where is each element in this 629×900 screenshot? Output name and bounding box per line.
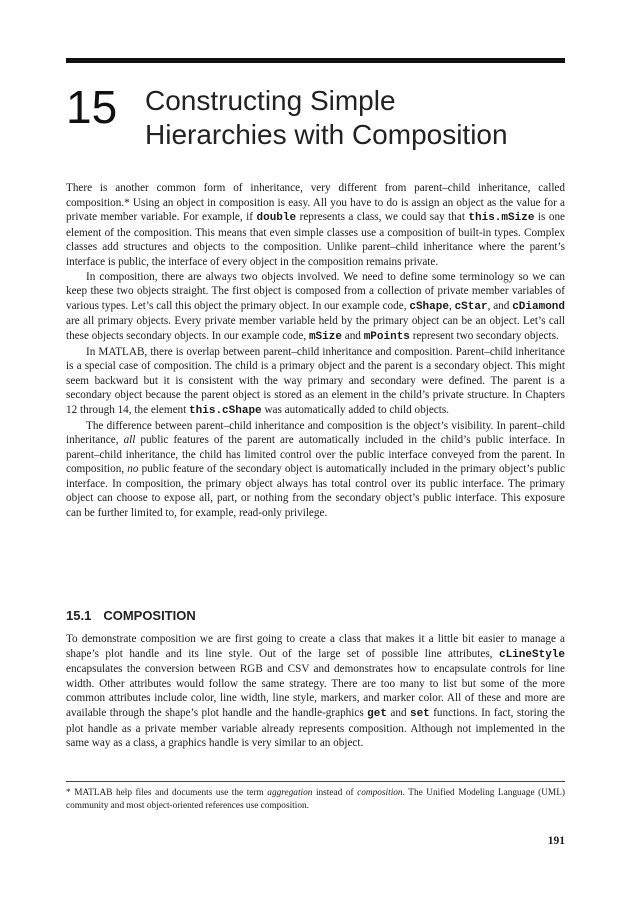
text-run: and [386,706,410,719]
text-run: functions. In fact, storing the plot handle as a private member variable already represents composition. Although not implemented in the same way as a class, a graphics handle is very similar to an object. [66,706,565,750]
intro-paragraph-4 [66,419,565,521]
chapter-number: 15 [66,81,118,133]
code-this-cshape: this.cShape [189,404,262,417]
code-this-msize: this.mSize [468,212,535,225]
code-double: double [256,212,297,225]
text-run: To demonstrate composition we are first going to create a class that makes it a little bit easier to manage a shape’s plot handle and its line style. Out of the large set of possible line attributes, [66,633,565,660]
text-run: was automatically added to child objects. [261,403,450,416]
section-number: 15.1 [66,608,92,623]
text-run: , [448,299,455,312]
code-cstar: cStar [454,300,488,313]
page-number: 191 [547,835,565,847]
text-run: instead of [312,788,358,798]
text-run: , and [487,299,513,312]
text-run: is one element of the composition. This means that even simple classes use a composition of built-in types. Complex classes add structures and objects to the composition. Unlike parent–child inheritance where the parent’s interface is public, the interface of every object in the composition remains private. [66,211,565,268]
chapter-title [145,84,565,152]
text-run: . The Unified Modeling Language (UML) community and most object-oriented references use composition. [66,788,565,811]
emphasis-no: no [127,463,139,476]
text-run: represents a class, we could say that [296,211,469,224]
footnote [66,787,565,813]
chapter-title-line-1: Constructing Simple [145,85,396,116]
code-cshape: cShape [409,300,449,313]
code-clinestyle: cLineStyle [498,648,565,661]
text-run: and [341,329,364,342]
text-run: are all primary objects. Every private member variable held by the primary object can be an object. Let’s call these objects secondary objects. In our example code, [66,315,565,342]
text-run: In composition, there are always two objects involved. We need to define some terminology so we can keep these two objects straight. The first object is composed from a collection of private member variables of various types. Let’s call this object the primary object. In our example code, [66,270,565,312]
footnote-rule [66,781,565,782]
intro-paragraph-1 [66,181,565,270]
text-run: encapsulates the conversion between RGB and CSV and demonstrates how to encapsulate controls for line width. Other attributes would follow the same strategy. There are too many to list but some of the more common attributes include color, line width, line style, markers, and marker color. All of these and more are available through the shape’s plot handle and the handle-graphics [66,663,565,719]
emphasis-all: all [123,434,136,447]
chapter-title-line-2: Hierarchies with Composition [145,119,508,150]
text-run: * MATLAB help files and documents use the term [66,788,268,798]
code-set: set [409,707,430,720]
emphasis-aggregation: aggregation [267,788,313,798]
text-run: The difference between parent–child inheritance and composition is the object’s visibility. In parent–child inheritance, [66,419,565,447]
chapter-top-rule [66,58,565,63]
section-heading [66,608,196,623]
text-run: public features of the parent are automatically included in the child’s public interface. In parent–child inheritance, the child has limited control over the public interface conveyed from the parent. In composition, [66,434,565,476]
code-msize: mSize [308,330,342,343]
text-run: There is another common form of inheritance, very different from parent–child inheritance, called composition.* Using an object in composition is easy. All you have to do is assign an object as the value for a private member variable. For example, if [66,182,565,224]
section-title: COMPOSITION [103,608,196,623]
intro-paragraph-2 [66,270,565,345]
intro-body [66,181,565,521]
code-get: get [367,707,387,720]
intro-paragraph-3 [66,345,565,419]
section-paragraph-1 [66,632,565,751]
text-run: In MATLAB, there is overlap between parent–child inheritance and composition. Parent–child inheritance is a special case of composition. The child is a primary object and the parent is a secondary object. This might seem backward but it is consistent with the way primary and secondary were defined. The parent is a secondary object because the parent object is stored as an element in the child’s private structure. In Chapters 12 through 14, the element [66,345,565,416]
text-run: public feature of the secondary object is automatically included in the primary object’s public interface. In composition, the primary object always has total control over its public interface. The primary object can choose to expose all, part, or nothing from the secondary object’s public interface. This exposure can be further limited to, for example, read-only privilege. [66,463,565,520]
section-body [66,632,565,751]
code-mpoints: mPoints [363,330,410,343]
text-run: represent two secondary objects. [409,329,559,342]
code-cdiamond: cDiamond [512,300,566,313]
emphasis-composition: composition [357,788,403,798]
